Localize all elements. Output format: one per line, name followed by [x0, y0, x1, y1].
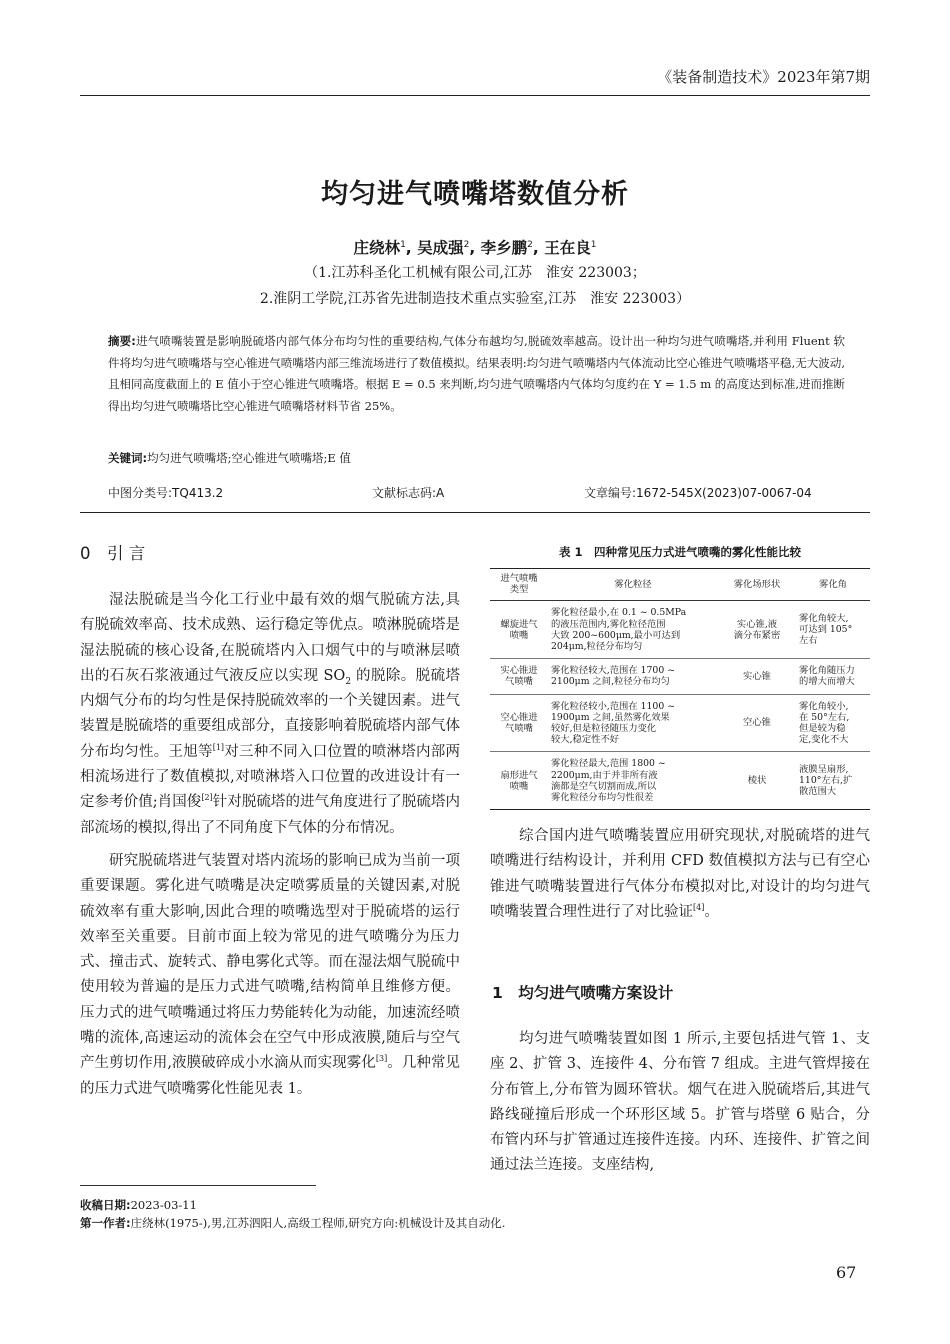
- document-code: 文献标志码:A: [372, 486, 445, 500]
- footnote-text: 庄绕林(1975-),男,江苏泗阳人,高级工程师,研究方向:机械设计及其自动化.: [130, 1216, 506, 1230]
- abstract-text: 进气喷嘴装置是影响脱硫塔内部气体分布均匀性的重要结构,气体分布越均匀,脱硫效率越高。设计出一种均匀进气喷嘴塔,并利用 Fluent 软件将均匀进气喷嘴塔与空心锥进气喷嘴塔内部三维流场进行了数值模拟。结果表明:均匀进气喷嘴塔内气体流动比空心锥进气喷嘴塔平稳,无大波动,且相同高度截面上的 E 值小于空心锥进气喷嘴塔。根据 E = 0.5 来判断,均匀进气喷嘴塔内气体均匀度约在 Y = 1.5 m 的高度达到标准,进而推断得出均匀进气喷嘴塔比空心锥进气喷嘴塔材料节省 25%。: [108, 334, 846, 413]
- text-run: 研究脱硫塔进气装置对塔内流场的影响已成为当前一项重要课题。雾化进气喷嘴是决定喷雾质量的关键因素,对脱硫效率有重大影响,因此合理的喷嘴选型对于脱硫塔的运行效率至关重要。目前市面上较为常见的进气喷嘴分为压力式、撞击式、旋转式、静电雾化式等。而在湿法烟气脱硫中使用较为普遍的是压力式进气喷嘴,结构简单且维修方便。压力式的进气喷嘴通过将压力势能转化为动能，加速流经喷嘴的流体,高速运动的流体会在空气中形成液膜,随后与空气产生剪切作用,液膜破碎成小水滴从而实现雾化: [80, 852, 460, 1072]
- table-cell: 棱状: [718, 752, 796, 810]
- author-name: 王在良: [544, 239, 591, 257]
- text-run: 对三种不同入口位置的喷淋塔内部两相流场进行了数值模拟,对喷淋塔入口位置的改进设计有一定参考价值;肖国俊: [80, 743, 461, 811]
- subscript: 2: [345, 676, 352, 687]
- text-run: 针对脱硫塔的进气角度进行了脱硫塔内部流场的模拟,得出了不同角度下气体的分布情况。: [80, 794, 460, 836]
- keywords-text: 均匀进气喷嘴塔;空心锥进气喷嘴塔;E 值: [147, 451, 351, 465]
- paragraph: 均匀进气喷嘴装置如图 1 所示,主要包括进气管 1、支座 2、扩管 3、连接件 4、分布管 7 组成。主进气管焊接在分布管上,分布管为圆环管状。烟气在进入脱硫塔后,其进气路线碰撞后形成一个环形区域 5。扩管与塔壁 6 贴合，分布管内环与扩管通过连接件连接。内环、连接件、扩管之间通过法兰连接。支座结构,: [490, 1031, 870, 1174]
- keywords-label: 关键词:: [108, 451, 148, 465]
- table-row: [490, 601, 870, 659]
- section-0-heading: 0 引 言: [80, 544, 146, 563]
- clc-number: 中图分类号:TQ413.2: [108, 486, 224, 500]
- table-cell: 实心锥进 气喷嘴: [490, 659, 548, 694]
- abstract: [108, 331, 845, 417]
- author-name: 李乡鹏: [480, 239, 528, 257]
- text-run: 。几种常见的压力式进气喷嘴雾化性能见表 1。: [80, 1055, 461, 1097]
- table-cell: 空心锥: [718, 694, 796, 752]
- received-date: [80, 1197, 197, 1213]
- table-cell: 空心锥进 气喷嘴: [490, 694, 548, 752]
- author-name: 庄绕林: [353, 239, 401, 257]
- author-affiliation-mark: 2: [463, 239, 470, 250]
- table-cell: 雾化粒径较小,范围在 1100 ~ 1900μm 之间,虽然雾化效果 较好,但是粒径随压力变化 较大,稳定性不好: [548, 694, 718, 752]
- first-author-note: [80, 1215, 505, 1231]
- author-list: [80, 236, 870, 258]
- text-run: 湿法脱硫是当今化工行业中最有效的烟气脱硫方法,具有脱硫效率高、技术成熟、运行稳定等优点。喷淋脱硫塔是湿法脱硫的核心设备,在脱硫塔内入口烟气中的与喷淋层喷出的石灰石浆液通过气液反应以实现 SO: [80, 592, 460, 684]
- table-cell: 雾化粒径较大,范围在 1700 ~ 2100μm 之间,粒径分布均匀: [548, 659, 718, 694]
- column-header: 雾化角: [796, 569, 870, 601]
- footnote-label: 收稿日期:: [80, 1198, 131, 1212]
- table-cell: 雾化角较大, 可达到 105° 左右: [799, 613, 853, 647]
- citation-ref: [4]: [693, 903, 705, 913]
- column-header: 进气喷嘴 类型: [490, 569, 548, 601]
- author-separator: ,: [405, 239, 412, 257]
- author-separator: ,: [469, 239, 476, 257]
- paragraph: [80, 849, 460, 1102]
- page-number: 67: [836, 1263, 857, 1282]
- article-number: 文章编号:1672-545X(2023)07-0067-04: [584, 486, 812, 500]
- nozzle-comparison-table: [490, 568, 870, 810]
- text-run: 综合国内进气喷嘴装置应用研究现状,对脱硫塔的进气喷嘴进行结构设计，并利用 CFD 数值模拟方法与已有空心锥进气喷嘴装置进行气体分布模拟对比,对设计的均匀进气喷嘴装置合理性进行了对比验证: [490, 828, 870, 920]
- author-separator: ,: [532, 239, 539, 257]
- author-affiliation-mark: 2: [527, 239, 533, 250]
- table-row: [490, 694, 870, 752]
- author-affiliation-mark: 1: [400, 239, 406, 250]
- table-cell: 雾化粒径最小,在 0.1 ~ 0.5MPa 的液压范围内,雾化粒径范围 大致 200~600μm,最小可达到 204μm,粒径分布均匀: [551, 607, 687, 653]
- left-column: [80, 588, 460, 1102]
- table-cell: 扇形进气 喷嘴: [490, 752, 548, 810]
- citation-ref: [2]: [201, 793, 213, 803]
- table-cell: 雾化角较小, 在 50°左右, 但是较为稳 定,变化不大: [796, 694, 870, 752]
- table-cell: 螺旋进气 喷嘴: [500, 618, 538, 641]
- table-cell: 实心锥,液 滴分布紧密: [733, 618, 781, 641]
- table-row: [490, 659, 870, 694]
- table-cell: 雾化角随压力 的增大而增大: [796, 659, 870, 694]
- abstract-label: 摘要:: [108, 334, 136, 348]
- paper-title: 均匀进气喷嘴塔数值分析: [321, 179, 629, 210]
- header-rule: [80, 95, 870, 96]
- author-affiliation-mark: 1: [590, 239, 597, 250]
- table-cell: 液膜呈扇形, 110°左右,扩 散范围大: [796, 752, 870, 810]
- table-cell: 实心锥: [718, 659, 796, 694]
- table-cell: 雾化粒径最大,范围 1800 ~ 2200μm,由于并非所有液 滴都是空气切割而成,所以 雾化粒径分布均匀性很差: [548, 752, 718, 810]
- section-1-heading: 1 均匀进气喷嘴方案设计: [492, 984, 674, 1002]
- text-run: 。: [704, 903, 719, 920]
- table-header-row: [490, 569, 870, 601]
- column-header: 雾化粒径: [548, 569, 718, 601]
- journal-header: 《装备制造技术》2023年第7期: [657, 68, 870, 86]
- affiliation-line-2: 2.淮阴工学院,江苏省先进制造技术重点实验室,江苏 淮安 223003）: [259, 291, 691, 307]
- citation-ref: [3]: [375, 1054, 388, 1064]
- footnote-text: 2023-03-11: [130, 1198, 197, 1212]
- right-column-intro: [490, 824, 870, 925]
- text-run: 的脱除。脱硫塔内烟气分布的均匀性是保持脱硫效率的一个关键因素。进气装置是脱硫塔的重要组成部分，直接影响着脱硫塔内部气体分布均匀性。王旭等: [80, 667, 460, 760]
- keywords: [108, 450, 845, 466]
- meta-rule: [80, 512, 870, 513]
- table-row: [490, 752, 870, 810]
- footnote-rule: [80, 1185, 316, 1186]
- right-column-section-1: [490, 1027, 870, 1179]
- author-name: 吴成强: [417, 239, 464, 257]
- column-header: 雾化场形状: [718, 569, 796, 601]
- table-caption: 表 1 四种常见压力式进气喷嘴的雾化性能比较: [558, 545, 801, 559]
- paragraph: [490, 824, 870, 925]
- footnote-label: 第一作者:: [80, 1216, 131, 1230]
- affiliation-line-1: （1.江苏科圣化工机械有限公司,江苏 淮安 223003；: [304, 265, 646, 281]
- citation-ref: [1]: [212, 742, 225, 752]
- paragraph: [80, 588, 460, 841]
